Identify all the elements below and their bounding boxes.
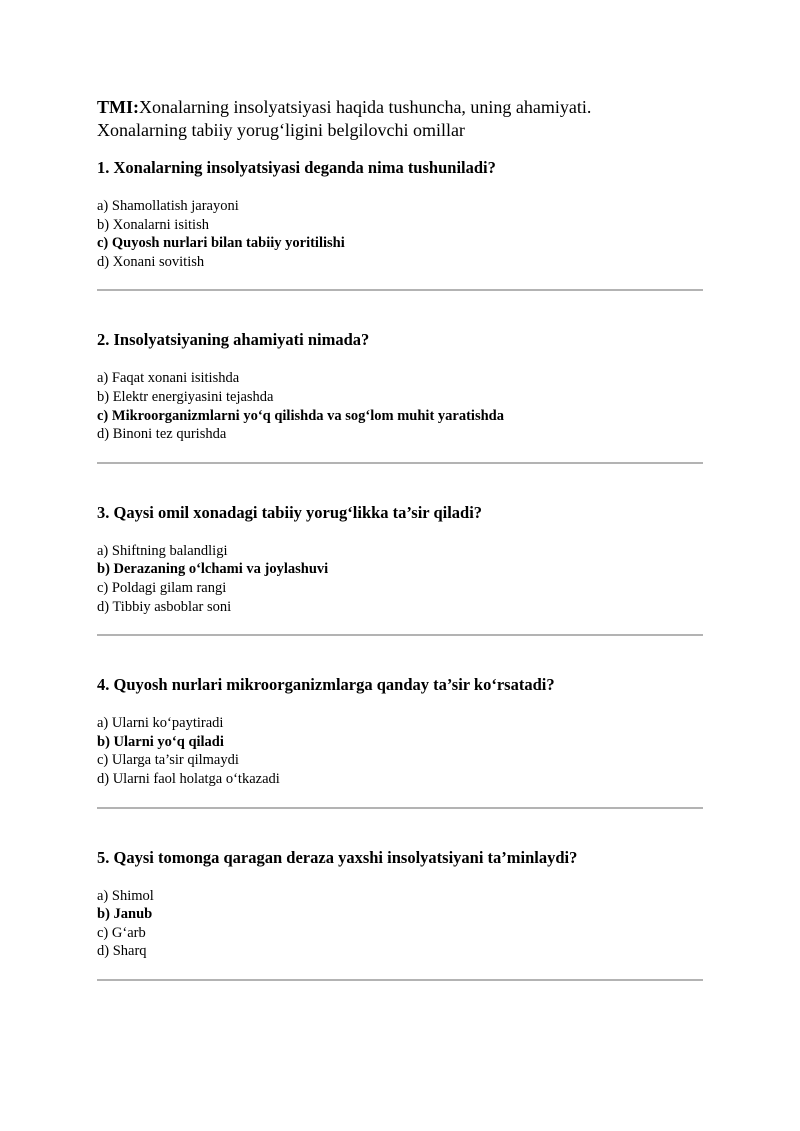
divider <box>97 289 703 291</box>
question-3 <box>97 503 703 636</box>
title-line1: Xonalarning insolyatsiyasi haqida tushuncha, uning ahamiyati. <box>139 97 592 117</box>
option-b: b) Ularni yo‘q qiladi <box>97 733 224 750</box>
option-c: c) Poldagi gilam rangi <box>97 579 227 596</box>
divider <box>97 979 703 981</box>
question-text: 2. Insolyatsiyaning ahamiyati nimada? <box>97 330 370 350</box>
option-a: a) Ularni ko‘paytiradi <box>97 715 224 732</box>
option-c: c) G‘arb <box>97 924 146 941</box>
option-a: a) Shiftning balandligi <box>97 542 228 559</box>
title-prefix: TMI: <box>97 97 139 117</box>
question-text: 4. Quyosh nurlari mikroorganizmlarga qanday ta’sir ko‘rsatadi? <box>97 675 555 695</box>
document-title <box>97 96 703 142</box>
option-a: a) Faqat xonani isitishda <box>97 370 240 387</box>
option-b: b) Janub <box>97 906 153 923</box>
option-d: d) Ularni faol holatga o‘tkazadi <box>97 770 280 787</box>
question-text: 1. Xonalarning insolyatsiyasi deganda nima tushuniladi? <box>97 158 496 177</box>
divider <box>97 634 703 636</box>
question-5 <box>97 848 703 981</box>
option-c: c) Ularga ta’sir qilmaydi <box>97 752 239 769</box>
answer-options <box>97 369 703 443</box>
option-d: d) Binoni tez qurishda <box>97 426 227 443</box>
option-c: c) Quyosh nurlari bilan tabiiy yoritilishi <box>97 235 345 252</box>
option-d: d) Xonani sovitish <box>97 253 205 270</box>
option-b: b) Elektr energiyasini tejashda <box>97 388 274 405</box>
answer-options <box>97 887 703 961</box>
question-text: 3. Qaysi omil xonadagi tabiiy yorug‘likka ta’sir qiladi? <box>97 502 483 522</box>
option-a: a) Shamollatish jarayoni <box>97 198 239 214</box>
option-b: b) Derazaning o‘lchami va joylashuvi <box>97 561 329 578</box>
divider <box>97 807 703 809</box>
option-a: a) Shimol <box>97 887 154 904</box>
divider <box>97 462 703 464</box>
question-4 <box>97 675 703 808</box>
document-page <box>97 96 703 1020</box>
option-c: c) Mikroorganizmlarni yo‘q qilishda va sog‘lom muhit yaratishda <box>97 407 504 424</box>
option-d: d) Sharq <box>97 943 147 960</box>
answer-options <box>97 197 703 271</box>
option-d: d) Tibbiy asboblar soni <box>97 598 232 615</box>
question-text: 5. Qaysi tomonga qaragan deraza yaxshi insolyatsiyani ta’minlaydi? <box>97 847 578 867</box>
question-1 <box>97 158 703 291</box>
question-2 <box>97 330 703 463</box>
question-list <box>97 158 703 981</box>
answer-options <box>97 542 703 616</box>
option-b: b) Xonalarni isitish <box>97 216 209 233</box>
answer-options <box>97 714 703 788</box>
title-line2: Xonalarning tabiiy yorug‘ligini belgilovchi omillar <box>97 120 465 140</box>
